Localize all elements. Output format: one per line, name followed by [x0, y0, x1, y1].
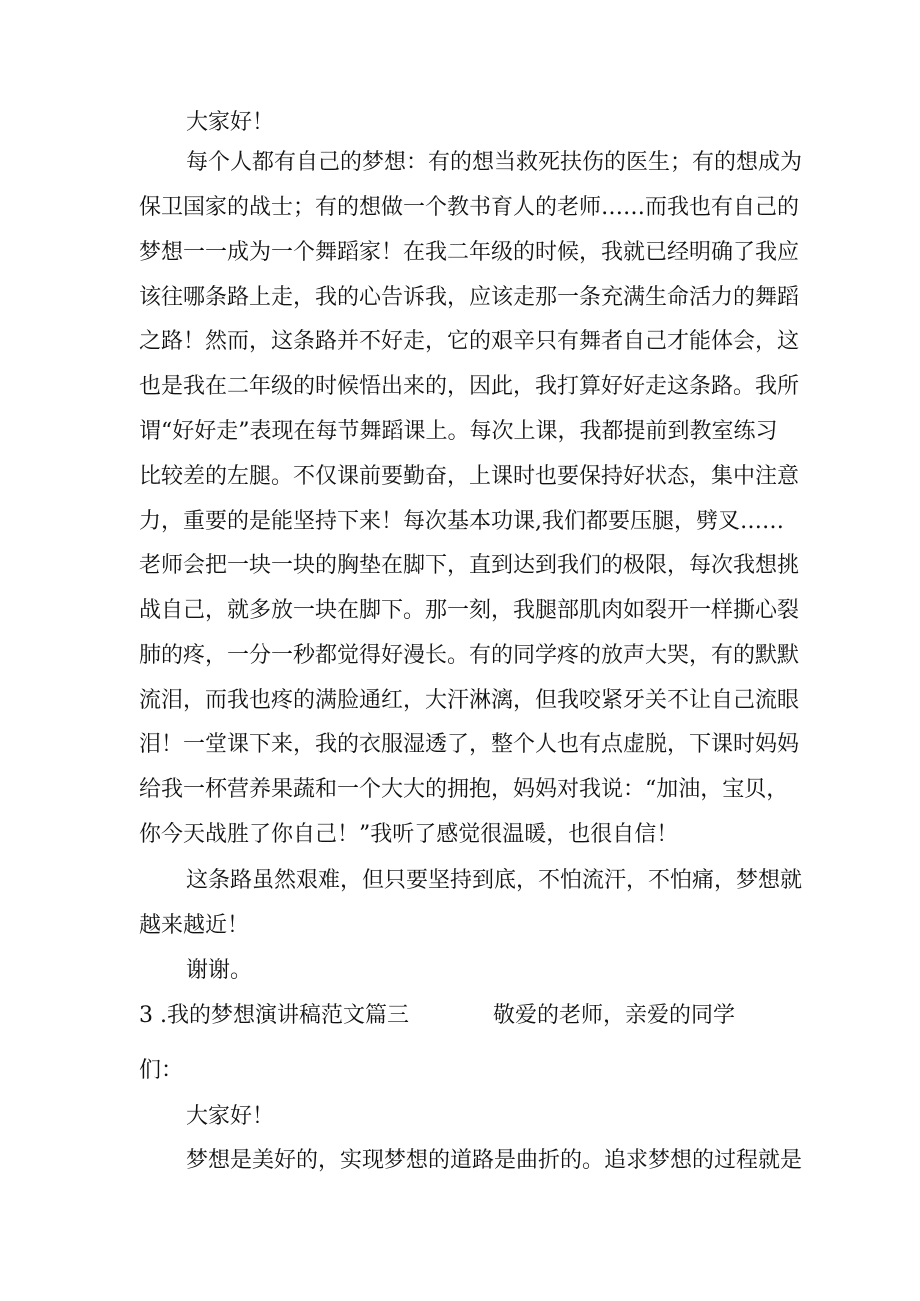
closing-line: 谢谢。: [186, 958, 253, 983]
paragraph-line: 肺的疼，一分一秒都觉得好漫长。有的同学疼的放声大哭，有的默默: [139, 643, 800, 668]
paragraph-line: 之路！然而，这条路并不好走，它的艰辛只有舞者自己才能体会，这: [139, 329, 800, 354]
paragraph-line: 力，重要的是能坚持下来！每次基本功课,我们都要压腿，劈叉……: [139, 509, 784, 534]
paragraph-line: 流泪，而我也疼的满脸通红，大汗淋漓，但我咬紧牙关不让自己流眼: [139, 688, 800, 713]
paragraph-line: 你今天战胜了你自己！”我听了感觉很温暖，也很自信！: [139, 822, 679, 847]
paragraph-line: 保卫国家的战士；有的想做一个教书育人的老师……而我也有自己的: [139, 195, 800, 220]
paragraph-line: 也是我在二年级的时候悟出来的，因此，我打算好好走这条路。我所: [139, 374, 800, 399]
section-heading-title: .我的梦想演讲稿范文篇三: [160, 1003, 409, 1028]
paragraph-line: 这条路虽然艰难，但只要坚持到底，不怕流汗，不怕痛，梦想就: [186, 868, 803, 893]
paragraph-line: 梦想一一成为一个舞蹈家！在我二年级的时候，我就已经明确了我应: [139, 240, 800, 265]
paragraph-line: 梦想是美好的，实现梦想的道路是曲折的。追求梦想的过程就是: [186, 1148, 803, 1173]
greeting-line: 大家好！: [186, 1104, 275, 1129]
greeting-line: 大家好！: [186, 110, 275, 135]
greeting-continuation: 们：: [139, 1058, 184, 1083]
section-heading-number: 3: [139, 1003, 153, 1028]
paragraph-line: 该往哪条路上走，我的心告诉我，应该走那一条充满生命活力的舞蹈: [139, 285, 800, 310]
paragraph-line: 每个人都有自己的梦想：有的想当救死扶伤的医生；有的想成为: [186, 150, 803, 175]
paragraph-line: 战自己，就多放一块在脚下。那一刻，我腿部肌肉如裂开一样撕心裂: [139, 598, 800, 623]
paragraph-line: 谓“好好走”表现在每节舞蹈课上。每次上课，我都提前到教室练习: [139, 419, 778, 444]
paragraph-line: 老师会把一块一块的胸垫在脚下，直到达到我们的极限，每次我想挑: [139, 553, 800, 578]
paragraph-line: 越来越近！: [139, 913, 250, 938]
section-heading-greeting: 敬爱的老师，亲爱的同学: [493, 1003, 736, 1028]
paragraph-line: 给我一杯营养果蔬和一个大大的拥抱，妈妈对我说：“加油，宝贝，: [139, 777, 789, 802]
paragraph-line: 比较差的左腿。不仅课前要勤奋，上课时也要保持好状态，集中注意: [139, 464, 800, 489]
paragraph-line: 泪！一堂课下来，我的衣服湿透了，整个人也有点虚脱，下课时妈妈: [139, 732, 800, 757]
